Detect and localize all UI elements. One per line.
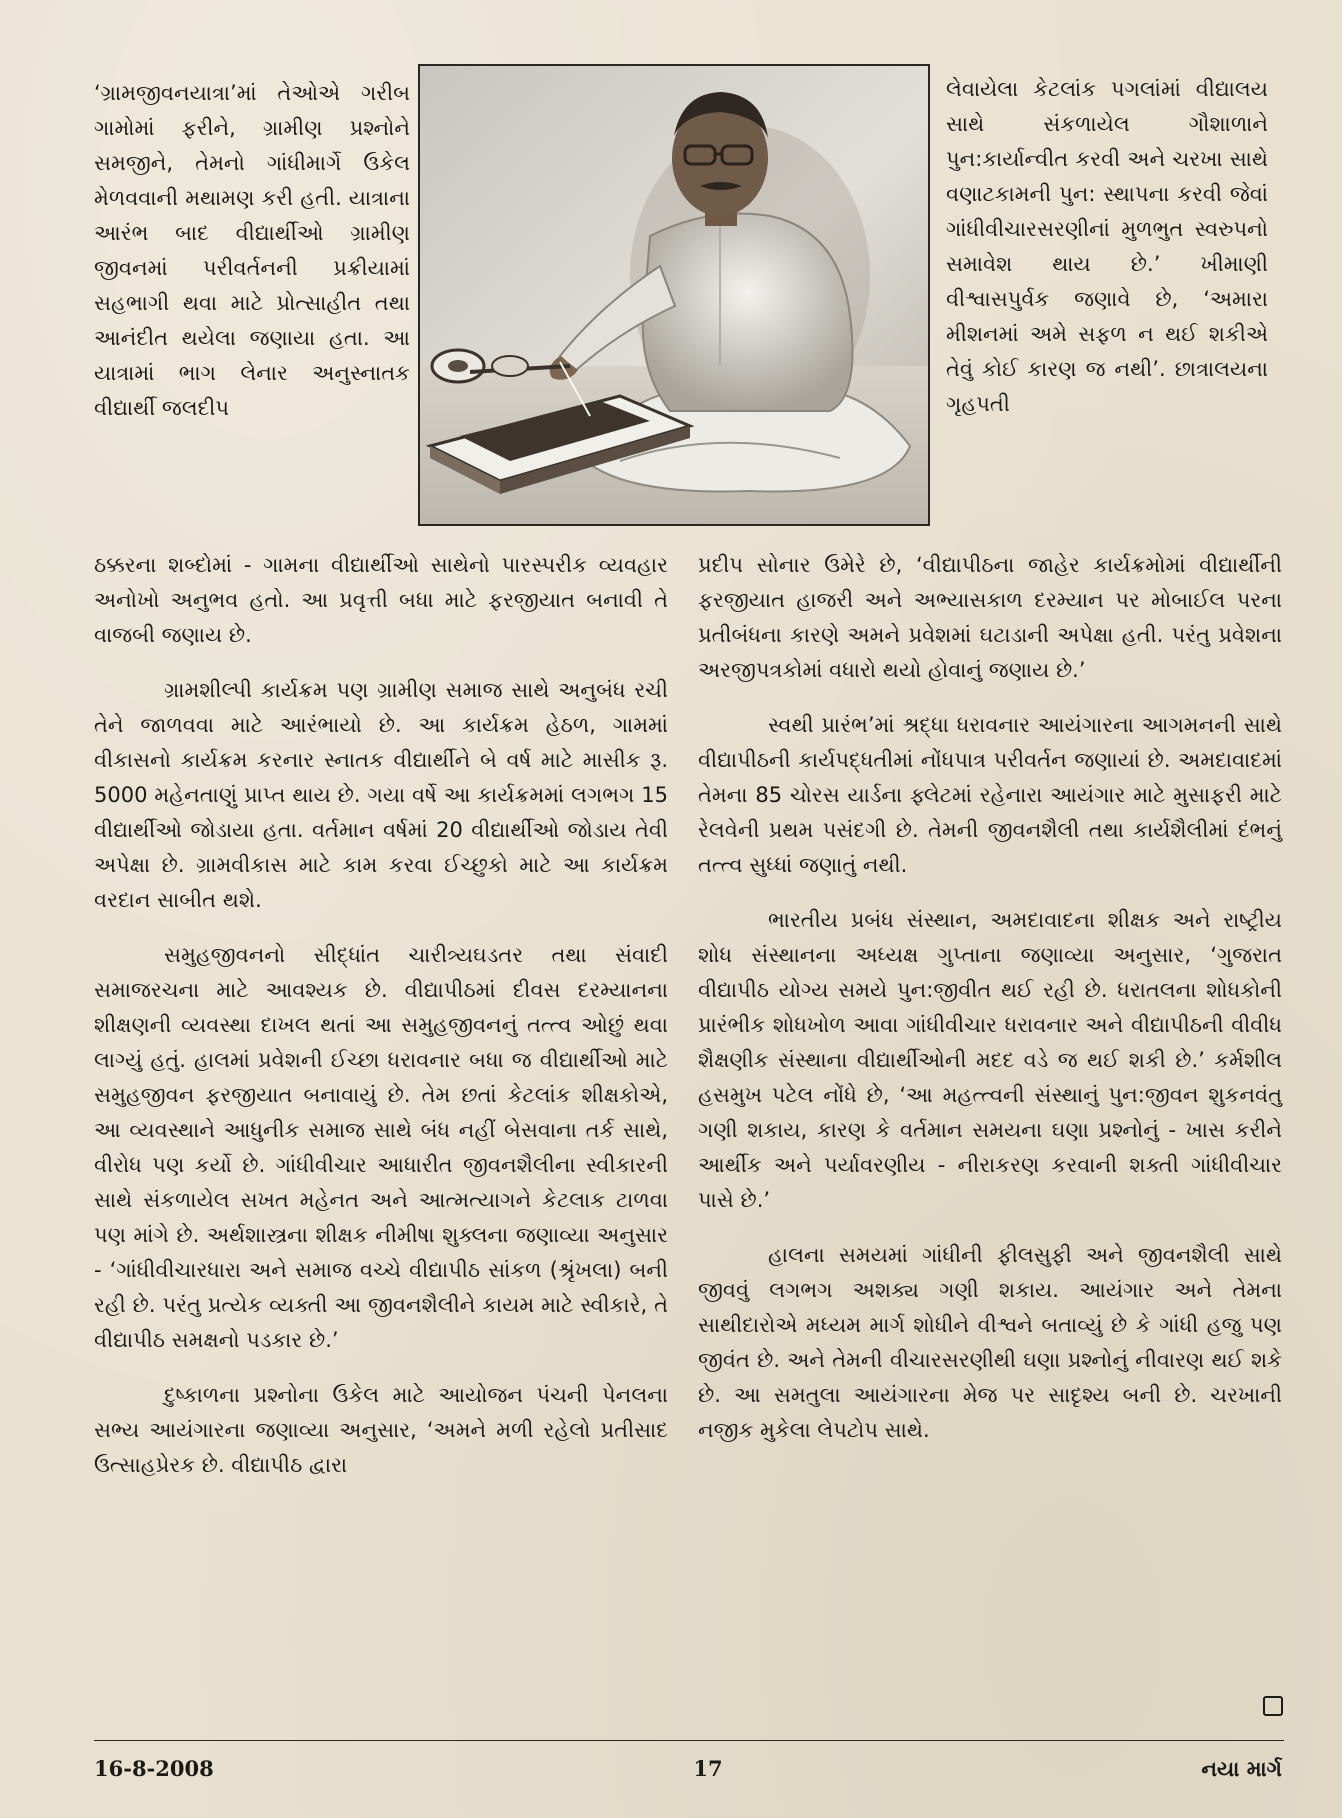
- man-spinning-charkha-photo: [420, 66, 928, 524]
- paragraph: પ્રદીપ સોનાર ઉમેરે છે, ‘વીદ્યાપીઠના જાહેર કાર્યક્રમોમાં વીદ્યાર્થીની ફરજીયાત હાજરી અને અભ્યાસકાળ દરમ્યાન પર મોબાઈલ પરના પ્રતીબંધના કારણે અમને પ્રવેશમાં ઘટાડાની અપેક્ષા હતી. પરંતુ પ્રવેશના અરજીપત્રકોમાં વધારો થયો હોવાનું જણાય છે.’: [698, 553, 1282, 682]
- paragraph: ભારતીય પ્રબંધ સંસ્થાન, અમદાવાદના શીક્ષક અને રાષ્ટ્રીય શોધ સંસ્થાનના અધ્યક્ષ ગુપ્તાના જણાવ્યા અનુસાર, ‘ગુજરાત વીદ્યાપીઠ યોગ્ય સમયે પુન:જીવીત થઈ રહી છે. ધરાતલના શોધકોની પ્રારંભીક શોધખોળ આવા ગાંધીવીચાર ધરાવનાર અને વીદ્યાપીઠની વીવીધ શૈક્ષણીક સંસ્થાના વીદ્યાર્થીઓની મદદ વડે જ થઈ શકી છે.’ કર્મશીલ હસમુખ પટેલ નોંધે છે, ‘આ મહત્ત્વની સંસ્થાનું પુન:જીવન શુકનવંતુ ગણી શકાય, કારણ કે વર્તમાન સમયના ઘણા પ્રશ્નોનું - ખાસ કરીને આર્થીક અને પર્યાવરણીય - નીરાકરણ કરવાની શક્તી ગાંધીવીચાર પાસે છે.’: [698, 908, 1282, 1212]
- article-column-right-top: [946, 72, 1268, 442]
- end-of-article-icon: [1263, 1696, 1283, 1716]
- paragraph: ઠક્કરના શબ્દોમાં - ગામના વીદ્યાર્થીઓ સાથેનો પારસ્પરીક વ્યવહાર અનોખો અનુભવ હતો. આ પ્રવૃત્તી બધા માટે ફરજીયાત બનાવી તે વાજબી જણાય છે.: [94, 553, 668, 647]
- paragraph: દુષ્કાળના પ્રશ્નોના ઉકેલ માટે આયોજન પંચની પેનલના સભ્ય આયંગારના જણાવ્યા અનુસાર, ‘અમને મળી રહેલો પ્રતીસાદ ઉત્સાહપ્રેરક છે. વીદ્યાપીઠ દ્વારા: [94, 1383, 668, 1477]
- page-number: 17: [693, 1756, 723, 1781]
- article-column-left: [94, 548, 668, 1503]
- article-column-left-top: [94, 76, 410, 446]
- paragraph: સ્વથી પ્રારંભ’માં શ્રદ્ધા ધરાવનાર આયંગારના આગમનની સાથે વીદ્યાપીઠની કાર્યપદ્ધતીમાં નોંધપાત્ર પરીવર્તન જણાયાં છે. અમદાવાદમાં તેમના 85 ચોરસ યાર્ડના ફ્લેટમાં રહેનારા આયંગાર માટે મુસાફરી માટે રેલવેની પ્રથમ પસંદગી છે. તેમની જીવનશૈલી તથા કાર્યશૈલીમાં દંભનું તત્ત્વ સુધ્ધાં જણાતું નથી.: [698, 713, 1282, 877]
- article-column-right: [698, 548, 1282, 1468]
- paragraph: હાલના સમયમાં ગાંધીની ફીલસુફી અને જીવનશૈલી સાથે જીવવું લગભગ અશક્ય ગણી શકાય. આયંગાર અને તેમના સાથીદારોએ મધ્યમ માર્ગ શોધીને વીશ્વને બતાવ્યું છે કે ગાંધી હજુ પણ જીવંત છે. અને તેમની વીચારસરણીથી ઘણા પ્રશ્નોનું નીવારણ થઈ શકે છે. આ સમતુલા આયંગારના મેજ પર સાદૃશ્ય બની છે. ચરખાની નજીક મુકેલા લેપટોપ સાથે.: [698, 1243, 1282, 1442]
- article-photo: [418, 64, 930, 526]
- footer-date: 16-8-2008: [94, 1756, 214, 1781]
- paragraph: લેવાયેલા કેટલાંક પગલાંમાં વીદ્યાલય સાથે સંકળાયેલ ગૌશાળાને પુન:કાર્યાન્વીત કરવી અને ચરખા સાથે વણાટકામની પુન: સ્થાપના કરવી જેવાં ગાંધીવીચારસરણીનાં મુળભુત સ્વરુપનો સમાવેશ થાય છે.’ ખીમાણી વીશ્વાસપુર્વક જણાવે છે, ‘અમારા મીશનમાં અમે સફળ ન થઈ શકીએ તેવું કોઈ કારણ જ નથી’. છાત્રાલયના ગૃહપતી: [946, 77, 1268, 416]
- paragraph: ગ્રામશીલ્પી કાર્યક્રમ પણ ગ્રામીણ સમાજ સાથે અનુબંધ રચી તેને જાળવવા માટે આરંભાયો છે. આ કાર્યક્રમ હેઠળ, ગામમાં વીકાસનો કાર્યક્રમ કરનાર સ્નાતક વીદ્યાર્થીને બે વર્ષ માટે માસીક રૂ. 5000 મહેનતાણું પ્રાપ્ત થાય છે. ગયા વર્ષે આ કાર્યક્રમમાં લગભગ 15 વીદ્યાર્થીઓ જોડાયા હતા. વર્તમાન વર્ષમાં 20 વીદ્યાર્થીઓ જોડાય તેવી અપેક્ષા છે. ગ્રામવીકાસ માટે કામ કરવા ઈચ્છુકો માટે આ કાર્યક્રમ વરદાન સાબીત થશે.: [94, 678, 668, 912]
- publication-name: નયા માર્ગ: [1201, 1756, 1282, 1781]
- paragraph: ‘ગ્રામજીવનયાત્રા’માં તેઓએ ગરીબ ગામોમાં ફરીને, ગ્રામીણ પ્રશ્નોને સમજીને, તેમનો ગાંધીમાર્ગે ઉકેલ મેળવવાની મથામણ કરી હતી. યાત્રાના આરંભ બાદ વીદ્યાર્થીઓ ગ્રામીણ જીવનમાં પરીવર્તનની પ્રક્રીયામાં સહભાગી થવા માટે પ્રોત્સાહીત તથા આનંદીત થયેલા જણાયા હતા. આ યાત્રામાં ભાગ લેનાર અનુસ્નાતક વીદ્યાર્થી જલદીપ: [94, 81, 410, 420]
- paragraph: સમુહજીવનનો સીદ્ધાંત ચારીત્ર્યઘડતર તથા સંવાદી સમાજરચના માટે આવશ્યક છે. વીદ્યાપીઠમાં દીવસ દરમ્યાનના શીક્ષણની વ્યવસ્થા દાખલ થતાં આ સમુહજીવનનું તત્ત્વ ઓછું થવા લાગ્યું હતું. હાલમાં પ્રવેશની ઈચ્છા ધરાવનાર બધા જ વીદ્યાર્થીઓ માટે સમુહજીવન ફરજીયાત બનાવાયું છે. તેમ છતાં કેટલાંક શીક્ષકોએ, આ વ્યવસ્થાને આધુનીક સમાજ સાથે બંધ નહીં બેસવાના તર્ક સાથે, વીરોધ પણ કર્યો છે. ગાંધીવીચાર આધારીત જીવનશૈલીના સ્વીકારની સાથે સંકળાયેલ સખત મહેનત અને આત્મત્યાગને કેટલાક ટાળવા પણ માંગે છે. અર્થશાસ્ત્રના શીક્ષક નીમીષા શુક્લના જણાવ્યા અનુસાર - ‘ગાંધીવીચારધારા અને સમાજ વચ્ચે વીદ્યાપીઠ સાંકળ (શ્રૃંખલા) બની રહી છે. પરંતુ પ્રત્યેક વ્યક્તી આ જીવનશૈલીને કાયમ માટે સ્વીકારે, તે વીદ્યાપીઠ સમક્ષનો પડકાર છે.’: [94, 943, 668, 1352]
- footer-divider: [94, 1740, 1284, 1741]
